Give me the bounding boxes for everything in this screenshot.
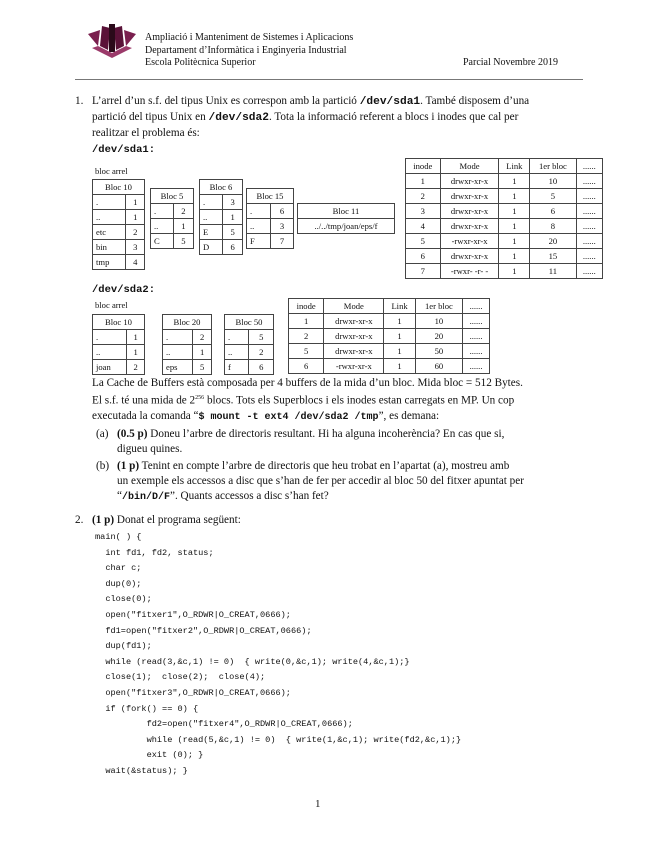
cell: drwxr-xr-x	[440, 174, 499, 189]
table-row	[406, 174, 603, 189]
context-line-3: executada la comanda “	[92, 409, 199, 422]
page-number: 1	[315, 798, 321, 810]
dir-entry-inode: 1	[193, 345, 212, 360]
code-line: char c;	[95, 563, 142, 574]
dir-entry-name: ..	[163, 345, 193, 360]
dir-entry-name: ..	[225, 345, 249, 360]
sda1-block-15	[246, 188, 294, 249]
cell: 1	[406, 174, 441, 189]
cell: 4	[406, 219, 441, 234]
q1b-points: (1 p)	[117, 460, 140, 472]
cell: 1	[499, 219, 530, 234]
table-row	[406, 234, 603, 249]
dir-entry-name: .	[93, 330, 127, 345]
dir-entry-inode: 1	[126, 210, 145, 225]
cell: 20	[530, 234, 576, 249]
code-line: if (fork() == 0) {	[95, 703, 199, 714]
table-row	[406, 249, 603, 264]
dir-entry-inode: 3	[126, 240, 145, 255]
q1-statement	[92, 94, 582, 141]
code-line: close(1); close(2); close(4);	[95, 672, 266, 683]
sda1-block-6	[199, 179, 243, 255]
cell: 1	[499, 189, 530, 204]
q1a-label: (a)	[96, 428, 109, 440]
dir-entry-inode: 2	[127, 360, 145, 375]
dir-entry-name: ..	[93, 345, 127, 360]
dir-entry-inode: 1	[173, 219, 193, 234]
cell: ......	[463, 344, 490, 359]
dir-entry-name: C	[151, 234, 174, 249]
table-row	[406, 264, 603, 279]
dir-entry-name: joan	[93, 360, 127, 375]
cell: 1	[499, 234, 530, 249]
cell: 10	[415, 314, 462, 329]
col-header-more: ......	[463, 299, 490, 314]
q1-partition-sda2: /dev/sda2	[208, 112, 269, 124]
sda2-inode-table	[288, 298, 490, 374]
dir-entry-name: .	[247, 204, 271, 219]
cell: 10	[530, 174, 576, 189]
cell: 5	[530, 189, 576, 204]
cell: ......	[576, 174, 602, 189]
dir-entry-name: D	[200, 240, 223, 255]
cell: ......	[463, 329, 490, 344]
dir-entry-name: etc	[93, 225, 126, 240]
dir-entry-inode: 2	[173, 204, 193, 219]
col-header-link: Link	[384, 299, 415, 314]
dir-entry-name: .	[151, 204, 174, 219]
dir-entry-inode: 5	[193, 360, 212, 375]
header-divider	[75, 79, 583, 80]
q2-intro-text: Donat el programa següent:	[114, 514, 241, 526]
dir-entry-name: F	[247, 234, 271, 249]
table-row	[406, 204, 603, 219]
code-line: exit (0); }	[95, 750, 204, 761]
dir-entry-name: .	[93, 195, 126, 210]
code-line: fd2=open("fitxer4",O_RDWR|O_CREAT,0666);	[95, 719, 353, 730]
sda2-root-caption: bloc arrel	[95, 300, 128, 310]
q1b-line-1: Tenint en compte l’arbre de directoris que heu trobat en l’apartat (a), mostreu amb	[139, 460, 510, 472]
cell: drwxr-xr-x	[440, 249, 499, 264]
code-line: fd1=open("fitxer2",O_RDWR|O_CREAT,0666);	[95, 625, 312, 636]
table-row	[289, 329, 490, 344]
dir-entry-inode: 7	[270, 234, 293, 249]
sda1-block-11	[297, 203, 395, 234]
cell: 5	[406, 234, 441, 249]
col-header-inode: inode	[289, 299, 324, 314]
cell: 20	[415, 329, 462, 344]
cell: 50	[415, 344, 462, 359]
code-line: dup(fd1);	[95, 641, 152, 652]
code-line: while (read(3,&c,1) != 0) { write(0,&c,1); write(4,&c,1);}	[95, 656, 410, 667]
dir-entry-inode: 2	[126, 225, 145, 240]
q2-points: (1 p)	[92, 514, 115, 526]
cell: drwxr-xr-x	[440, 204, 499, 219]
cell: -rwxr-xr-x	[440, 234, 499, 249]
q1a-line-1: Doneu l’arbre de directoris resultant. Hi ha alguna incoherència? En cas que si,	[147, 428, 505, 440]
header-line-1: Ampliació i Manteniment de Sistemes i Aplicacions	[145, 32, 354, 43]
dir-entry-name: ..	[200, 210, 223, 225]
sda1-block-10	[92, 179, 145, 270]
cell: ......	[576, 234, 602, 249]
block-title: Bloc 10	[93, 315, 145, 330]
sda2-block-50	[224, 314, 274, 375]
cell: -rwxr-xr-x	[324, 359, 384, 374]
q1b-text	[117, 459, 587, 505]
cell: drwxr-xr-x	[440, 189, 499, 204]
cell: 6	[406, 249, 441, 264]
q1b-line-3-end: ”. Quants accessos a disc s’han fet?	[169, 490, 329, 502]
university-logo-icon	[86, 24, 138, 60]
q1b-label: (b)	[96, 460, 110, 472]
dir-entry-inode: 1	[127, 345, 145, 360]
dir-entry-name: tmp	[93, 255, 126, 270]
dir-entry-inode: 1	[127, 330, 145, 345]
table-row	[289, 359, 490, 374]
block-title: Bloc 50	[225, 315, 274, 330]
institution-header	[145, 32, 353, 70]
header-line-2: Departament d’Informàtica i Enginyeria Industrial	[145, 44, 347, 56]
context-line-2-end: blocs. Tots els Superblocs i els inodes estan carregats en MP. Un cop	[204, 394, 515, 407]
q2-intro	[92, 513, 241, 528]
table-row	[289, 344, 490, 359]
code-line: close(0);	[95, 594, 152, 605]
cell: ......	[576, 264, 602, 279]
table-row	[406, 189, 603, 204]
table-row	[406, 219, 603, 234]
q1b-line-3: “	[117, 490, 122, 502]
cell: 8	[530, 219, 576, 234]
symlink-target: ../../tmp/joan/eps/f	[298, 219, 395, 234]
dir-entry-name: .	[225, 330, 249, 345]
cell: 60	[415, 359, 462, 374]
cell: ......	[576, 189, 602, 204]
dir-entry-name: f	[225, 360, 249, 375]
col-header-inode: inode	[406, 159, 441, 174]
code-line: int fd1, fd2, status;	[95, 547, 214, 558]
sda2-block-10	[92, 314, 145, 375]
dir-entry-inode: 6	[270, 204, 293, 219]
cell: 1	[499, 264, 530, 279]
block-title: Bloc 10	[93, 180, 145, 195]
q1-context-paragraph	[92, 376, 587, 425]
dir-entry-name: eps	[163, 360, 193, 375]
block-title: Bloc 5	[151, 189, 194, 204]
code-line: open("fitxer3",O_RDWR|O_CREAT,0666);	[95, 687, 291, 698]
col-header-link: Link	[499, 159, 530, 174]
sda1-root-caption: bloc arrel	[95, 166, 128, 176]
q1b-line-2: un exemple els accessos a disc que s’han de fer per accedir al bloc 50 del fitxer apuntat per	[117, 475, 524, 487]
col-header-mode: Mode	[440, 159, 499, 174]
cell: 1	[384, 314, 415, 329]
q1a-text	[117, 427, 587, 457]
dir-entry-inode: 5	[173, 234, 193, 249]
file-path: /bin/D/F	[121, 492, 170, 503]
mount-command: $ mount -t ext4 /dev/sda2 /tmp	[198, 411, 379, 423]
block-title: Bloc 11	[298, 204, 395, 219]
code-line: wait(&status); }	[95, 765, 188, 776]
cell: 15	[530, 249, 576, 264]
q1a-line-2: digueu quines.	[117, 443, 183, 455]
context-line-2: El s.f. té una mida de 2	[92, 394, 196, 407]
dir-entry-inode: 6	[249, 360, 274, 375]
cell: 7	[406, 264, 441, 279]
cell: drwxr-xr-x	[324, 329, 384, 344]
dir-entry-name: .	[163, 330, 193, 345]
table-row	[289, 314, 490, 329]
exam-title: Parcial Novembre 2019	[463, 57, 558, 68]
cell: 1	[289, 314, 324, 329]
code-line: open("fitxer1",O_RDWR|O_CREAT,0666);	[95, 609, 291, 620]
cell: 1	[384, 329, 415, 344]
q2-number: 2.	[75, 514, 84, 526]
cell: 3	[406, 204, 441, 219]
cell: ......	[463, 359, 490, 374]
q1-line3: realitzar el problema és:	[92, 127, 200, 139]
dir-entry-inode: 2	[193, 330, 212, 345]
cell: drwxr-xr-x	[324, 314, 384, 329]
cell: 11	[530, 264, 576, 279]
cell: 1	[499, 174, 530, 189]
dir-entry-inode: 1	[126, 195, 145, 210]
dir-entry-name: ..	[247, 219, 271, 234]
col-header-first-block: 1er bloc	[415, 299, 462, 314]
sda2-label: /dev/sda2:	[92, 284, 156, 296]
q1-line2-end: . Tota la informació referent a blocs i inodes que cal per	[268, 111, 519, 123]
dir-entry-inode: 6	[223, 240, 243, 255]
cell: -rwxr- -r- -	[440, 264, 499, 279]
sda2-block-20	[162, 314, 212, 375]
q1a-points: (0.5 p)	[117, 428, 148, 440]
dir-entry-inode: 4	[126, 255, 145, 270]
q2-code-listing	[95, 530, 461, 780]
cell: ......	[576, 204, 602, 219]
q1-line1-end: . També disposem d’una	[420, 95, 530, 107]
dir-entry-inode: 3	[223, 195, 243, 210]
col-header-first-block: 1er bloc	[530, 159, 576, 174]
block-title: Bloc 15	[247, 189, 294, 204]
header-line-3: Escola Politècnica Superior	[145, 57, 256, 68]
dir-entry-name: .	[200, 195, 223, 210]
dir-entry-name: ..	[151, 219, 174, 234]
cell: 1	[499, 249, 530, 264]
cell: 5	[289, 344, 324, 359]
cell: drwxr-xr-x	[324, 344, 384, 359]
context-line-3-end: ”, es demana:	[378, 409, 440, 422]
context-line-1: La Cache de Buffers està composada per 4 buffers de la mida d’un bloc. Mida bloc = 512 Bytes.	[92, 377, 523, 389]
dir-entry-inode: 5	[223, 225, 243, 240]
dir-entry-inode: 5	[249, 330, 274, 345]
cell: 6	[289, 359, 324, 374]
q1-number: 1.	[75, 95, 84, 107]
q1-partition-sda1: /dev/sda1	[359, 96, 421, 108]
block-title: Bloc 20	[163, 315, 212, 330]
sda1-inode-table	[405, 158, 603, 279]
cell: 1	[384, 359, 415, 374]
q1-line1: L’arrel d’un s.f. del tipus Unix es correspon amb la partició	[92, 95, 360, 107]
block-title: Bloc 6	[200, 180, 243, 195]
dir-entry-name: bin	[93, 240, 126, 255]
sda1-label: /dev/sda1:	[92, 144, 156, 156]
dir-entry-inode: 1	[223, 210, 243, 225]
dir-entry-inode: 2	[249, 345, 274, 360]
cell: 1	[384, 344, 415, 359]
exponent: 256	[195, 395, 205, 401]
sda1-block-5	[150, 188, 194, 249]
cell: drwxr-xr-x	[440, 219, 499, 234]
cell: 1	[499, 204, 530, 219]
cell: ......	[576, 219, 602, 234]
col-header-more: ......	[576, 159, 602, 174]
dir-entry-inode: 3	[270, 219, 293, 234]
col-header-mode: Mode	[324, 299, 384, 314]
dir-entry-name: E	[200, 225, 223, 240]
cell: ......	[576, 249, 602, 264]
code-line: dup(0);	[95, 578, 142, 589]
cell: 6	[530, 204, 576, 219]
code-line: main( ) {	[95, 532, 142, 542]
q1-line2: partició del tipus Unix en	[92, 111, 209, 123]
code-line: while (read(5,&c,1) != 0) { write(1,&c,1); write(fd2,&c,1);}	[95, 734, 462, 745]
cell: 2	[289, 329, 324, 344]
cell: 2	[406, 189, 441, 204]
dir-entry-name: ..	[93, 210, 126, 225]
cell: ......	[463, 314, 490, 329]
